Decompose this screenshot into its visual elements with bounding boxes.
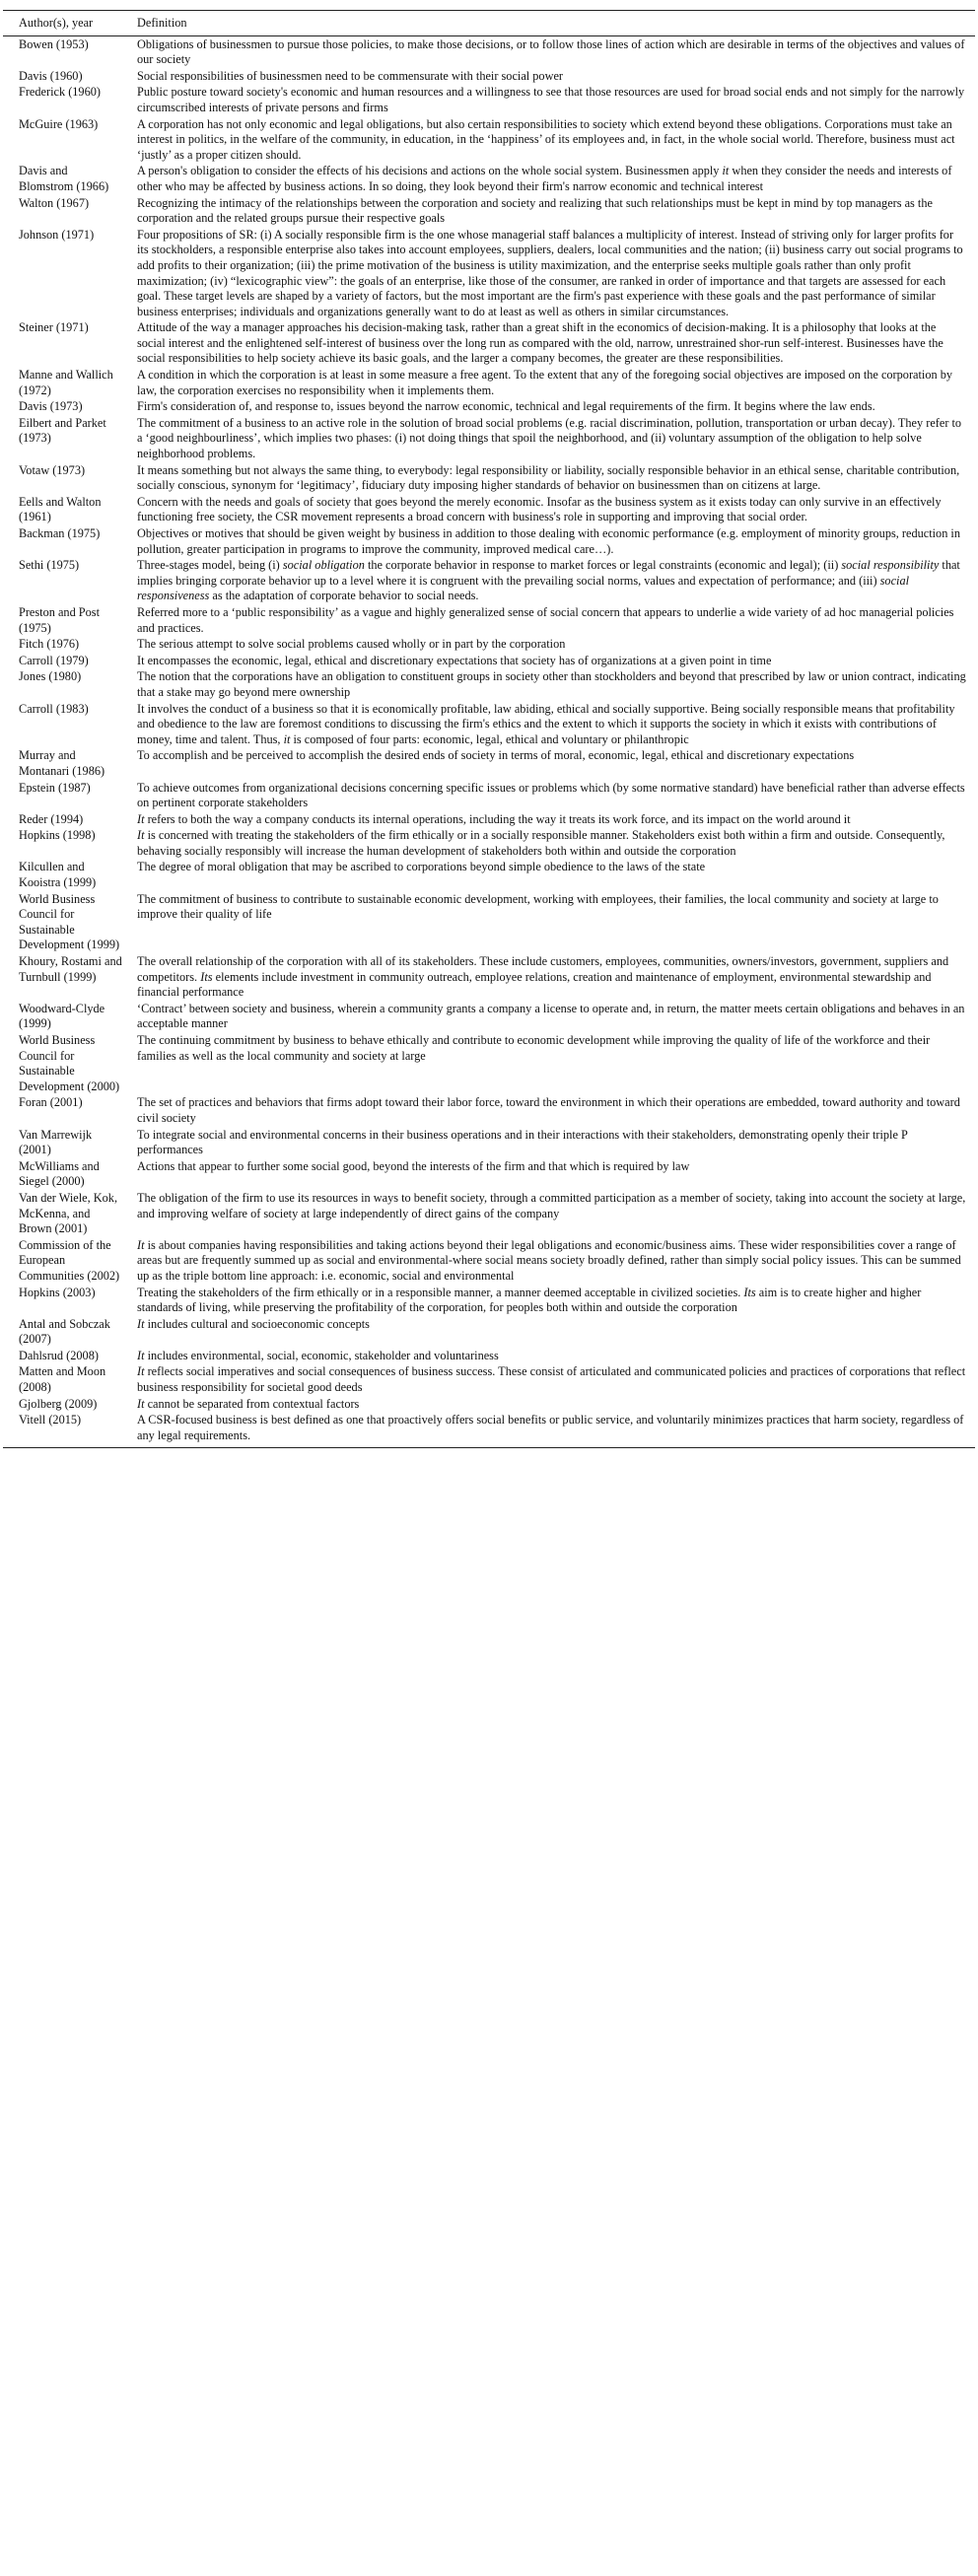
definition-cell: It involves the conduct of a business so that it is economically profitable, law abiding, ethical and socially supportive. Being socially responsible means that profitability and obedience to the law are foremost conditions to discussing the firm's ethics and the extent to which it supports the society in which it exists with contributions of money, time and talent. Thus, it is composed of four parts: economic, legal, ethical and voluntary or philanthropic bbox=[137, 701, 955, 746]
author-cell: World Business Council for Sustainable Development (1999) bbox=[19, 891, 120, 952]
header-row bbox=[3, 11, 975, 36]
table-row bbox=[3, 415, 975, 462]
table-body bbox=[3, 35, 975, 1448]
table-row bbox=[3, 891, 975, 953]
author-cell: Eilbert and Parket (1973) bbox=[19, 415, 106, 446]
definition-cell: The obligation of the firm to use its resources in ways to benefit society, through a committed participation as a member of society, taking into account the society at large, and improving welfare of society at large independently of direct gains of the company bbox=[137, 1190, 966, 1220]
definition-cell: Firm's consideration of, and response to, issues beyond the narrow economic, technical and legal requirements of the firm. It begins where the law ends. bbox=[137, 399, 875, 414]
definition-cell: The continuing commitment by business to behave ethically and contribute to economic development while improving the quality of life of the workforce and their families as well as the local community and society at large bbox=[137, 1033, 931, 1063]
table-row bbox=[3, 1190, 975, 1237]
table-row bbox=[3, 525, 975, 557]
definition-cell: Actions that appear to further some social good, beyond the interests of the firm and that which is required by law bbox=[137, 1158, 690, 1173]
definition-cell: Referred more to a ‘public responsibility’ as a vague and highly generalized sense of social concern that appears to underlie a wide variety of ad hoc managerial policies and practices. bbox=[137, 604, 954, 635]
definition-cell: A person's obligation to consider the effects of his decisions and actions on the whole social system. Businessmen apply it when they consider the needs and interests of other who may be affected by business actions. In so doing, they look beyond their firm's narrow economic and technical interest bbox=[137, 164, 952, 193]
definition-cell: A CSR-focused business is best defined as one that proactively offers social benefits or public service, and voluntarily minimizes practices that harm society, regardless of any legal requirements. bbox=[137, 1413, 964, 1442]
author-cell: Commission of the European Communities (2002) bbox=[19, 1237, 120, 1283]
definition-cell: The notion that the corporations have an obligation to constituent groups in society other than stockholders and beyond that prescribed by law or union contract, indicating that a stake may go beyond mere ownership bbox=[137, 669, 966, 699]
definition-cell: It includes cultural and socioeconomic concepts bbox=[137, 1316, 370, 1331]
author-cell: Dahlsrud (2008) bbox=[19, 1348, 99, 1362]
definition-cell: Four propositions of SR: (i) A socially responsible firm is the one whose managerial staff balances a multiplicity of interest. Instead of striving only for larger profits for its stockholders, a responsible enterprise also takes into account employees, suppliers, dealers, local communities and the nation; (ii) business carry out social programs to add profits to their organization; (iii) the prime motivation of the business is utility maximization, and the enterprise seeks multiple goals rather than only profit maximization; (iv) “lexicographic view”: the goals of an enterprise, like those of the consumer, are ranked in order of importance and that targets are assessed for each goal. These target levels are shaped by a variety of factors, but the most important are the firm's past experience with these goals and the past performance of similar business enterprises; individuals and organizations generally want to do at least as well as others in similar circumstances. bbox=[137, 227, 963, 318]
definition-cell: Objectives or motives that should be given weight by business in addition to those dealing with economic performance (e.g. employment of minority groups, reduction in pollution, greater participation in programs to improve the community, improved medical care…). bbox=[137, 526, 960, 556]
author-cell: Johnson (1971) bbox=[19, 227, 95, 242]
table-row bbox=[3, 116, 975, 164]
author-cell: Backman (1975) bbox=[19, 526, 101, 540]
author-cell: McGuire (1963) bbox=[19, 116, 99, 131]
table-row bbox=[3, 1032, 975, 1094]
table-row bbox=[3, 811, 975, 828]
table-row bbox=[3, 1237, 975, 1285]
author-cell: Foran (2001) bbox=[19, 1095, 83, 1110]
author-cell: Murray and Montanari (1986) bbox=[19, 748, 105, 778]
author-cell: Van Marrewijk (2001) bbox=[19, 1127, 93, 1157]
table-row bbox=[3, 668, 975, 700]
definition-cell: The commitment of business to contribute to sustainable economic development, working with employees, their families, the local community and society at large to improve their quality of life bbox=[137, 891, 939, 922]
author-cell: Sethi (1975) bbox=[19, 558, 80, 573]
definition-cell: To accomplish and be perceived to accomplish the desired ends of society in terms of moral, economic, legal, ethical and discretionary expectations bbox=[137, 748, 855, 763]
author-column-header: Author(s), year bbox=[19, 16, 94, 30]
definition-cell: The overall relationship of the corporation with all of its stakeholders. These include customers, employees, communities, owners/investors, government, suppliers and competitors. Its elements include investment in community outreach, employee relations, creation and maintenance of employment, environmental stewardship and financial performance bbox=[137, 954, 949, 1000]
author-cell: Reder (1994) bbox=[19, 811, 84, 826]
author-cell: Kilcullen and Kooistra (1999) bbox=[19, 860, 97, 890]
table-row bbox=[3, 1285, 975, 1316]
author-cell: Carroll (1983) bbox=[19, 701, 89, 716]
author-cell: Antal and Sobczak (2007) bbox=[19, 1316, 110, 1347]
table-row bbox=[3, 367, 975, 398]
definition-cell: Attitude of the way a manager approaches his decision-making task, rather than a great shift in the economics of decision-making. It is a philosophy that looks at the social interest and the enlightened self-interest of business over the long run as compared with the old, narrow, unrestrained shor-run self-interest. Businesses have the social responsibilities to help society achieve its basic goals, and the larger a company becomes, the greater are these responsibilities. bbox=[137, 320, 943, 366]
definition-cell: It means something but not always the same thing, to everybody: legal responsibility or liability, socially responsible behavior in an ethical sense, charitable contribution, socially conscious, synonym for ‘legitimacy’, fiduciary duty imposing higher standards of behavior on businessmen than on citizens at large. bbox=[137, 462, 960, 493]
definition-cell: Social responsibilities of businessmen need to be commensurate with their social power bbox=[137, 68, 564, 83]
table-header bbox=[3, 11, 975, 36]
author-cell: Woodward-Clyde (1999) bbox=[19, 1001, 105, 1031]
definition-cell: It includes environmental, social, economic, stakeholder and voluntariness bbox=[137, 1348, 499, 1362]
table-row bbox=[3, 827, 975, 859]
table-row bbox=[3, 494, 975, 525]
table-row bbox=[3, 953, 975, 1001]
table-row bbox=[3, 1348, 975, 1364]
table-row bbox=[3, 701, 975, 748]
table-row bbox=[3, 1158, 975, 1190]
definition-cell: To integrate social and environmental concerns in their business operations and in their interactions with their stakeholders, demonstrating openly their triple P performances bbox=[137, 1127, 908, 1157]
table-row bbox=[3, 1396, 975, 1413]
table-row bbox=[3, 1127, 975, 1158]
definition-cell: ‘Contract’ between society and business, wherein a community grants a company a license to operate and, in return, the matter meets certain obligations and behaves in an acceptable manner bbox=[137, 1001, 965, 1031]
definition-cell: It reflects social imperatives and social consequences of business success. These consist of articulated and communicated policies and practices of corporations that reflect business responsibility for societal good deeds bbox=[137, 1364, 966, 1395]
table-row bbox=[3, 557, 975, 604]
author-cell: Walton (1967) bbox=[19, 195, 90, 210]
author-cell: Carroll (1979) bbox=[19, 653, 89, 667]
table-row bbox=[3, 398, 975, 415]
definition-cell: Treating the stakeholders of the firm ethically or in a responsible manner, a manner deemed acceptable in civilized societies. Its aim is to create higher and higher standards of living, while preserving the profitability of the corporation, for peoples both within and outside the corporation bbox=[137, 1285, 922, 1315]
table-row bbox=[3, 68, 975, 85]
table-row bbox=[3, 1316, 975, 1348]
author-cell: Hopkins (2003) bbox=[19, 1285, 96, 1299]
table-row bbox=[3, 163, 975, 194]
author-cell: Fitch (1976) bbox=[19, 637, 80, 652]
author-cell: Khoury, Rostami and Turnbull (1999) bbox=[19, 954, 122, 984]
author-cell: Jones (1980) bbox=[19, 669, 82, 684]
table-row bbox=[3, 84, 975, 115]
author-cell: Bowen (1953) bbox=[19, 36, 89, 51]
definition-cell: The set of practices and behaviors that firms adopt toward their labor force, toward the environment in which their operations are embedded, toward authority and toward civil society bbox=[137, 1095, 960, 1125]
author-cell: Steiner (1971) bbox=[19, 320, 89, 335]
definition-cell: The degree of moral obligation that may be ascribed to corporations beyond simple obedience to the laws of the state bbox=[137, 860, 706, 874]
author-cell: Epstein (1987) bbox=[19, 780, 91, 795]
definition-cell: It is about companies having responsibilities and taking actions beyond their legal obligations and economic/business aims. These wider responsibilities cover a range of areas but are frequently summed up as social and environmental-where social means society broadly defined, rather than simply social policy issues. This can be summed up as the triple bottom line approach: i.e. economic, social and environmental bbox=[137, 1237, 961, 1283]
definition-cell: It cannot be separated from contextual factors bbox=[137, 1396, 360, 1411]
table-row bbox=[3, 636, 975, 653]
definition-cell: It encompasses the economic, legal, ethical and discretionary expectations that society has of organizations at a given point in time bbox=[137, 653, 772, 667]
table-row bbox=[3, 604, 975, 636]
definition-cell: Obligations of businessmen to pursue those policies, to make those decisions, or to follow those lines of action which are desirable in terms of the objectives and values of our society bbox=[137, 36, 965, 67]
author-cell: McWilliams and Siegel (2000) bbox=[19, 1158, 100, 1189]
table-row bbox=[3, 1412, 975, 1448]
table-row bbox=[3, 35, 975, 68]
author-cell: Davis (1960) bbox=[19, 68, 83, 83]
author-cell: Preston and Post (1975) bbox=[19, 604, 100, 635]
definition-column-header: Definition bbox=[137, 16, 187, 30]
definition-cell: The commitment of a business to an active role in the solution of broad social problems (e.g. racial discrimination, pollution, transportation or urban decay). They refer to a ‘good neighbourliness’, which implies two phases: (i) not doing things that spoil the neighborhood, and (ii) voluntary assumption of the obligation to help solve neighborhood problems. bbox=[137, 415, 962, 461]
author-cell: Van der Wiele, Kok, McKenna, and Brown (2001) bbox=[19, 1190, 118, 1236]
definition-cell: Public posture toward society's economic and human resources and a willingness to see that those resources are used for broad social ends and not simply for the narrowly circumscribed interests of private persons and firms bbox=[137, 85, 965, 114]
author-cell: Manne and Wallich (1972) bbox=[19, 368, 113, 397]
definition-cell: It is concerned with treating the stakeholders of the firm ethically or in a socially responsible manner. Stakeholders exist both within a firm and outside. Consequently, behaving socially responsibly will increase the human development of stakeholders both within and outside the corporation bbox=[137, 828, 945, 858]
author-cell: Davis and Blomstrom (1966) bbox=[19, 164, 109, 193]
definition-cell: A corporation has not only economic and legal obligations, but also certain responsibilities to society which extend beyond these obligations. Corporations must take an interest in politics, in the welfare of the community, in education, in the ‘happiness’ of its employees and, in fact, in the whole social world. Therefore, business must act ‘justly’ as a proper citizen should. bbox=[137, 116, 955, 162]
table-row bbox=[3, 859, 975, 890]
author-cell: Vitell (2015) bbox=[19, 1413, 82, 1427]
author-cell: Matten and Moon (2008) bbox=[19, 1364, 106, 1395]
table-row bbox=[3, 1094, 975, 1126]
author-cell: Davis (1973) bbox=[19, 399, 83, 414]
author-cell: World Business Council for Sustainable Development (2000) bbox=[19, 1033, 120, 1093]
definition-cell: Concern with the needs and goals of society that goes beyond the merely economic. Insofar as the business system as it exists today can only survive in an effectively functioning free society, the CSR movement represents a broad concern with business's role in supporting and improving that social order. bbox=[137, 494, 942, 524]
table-row bbox=[3, 227, 975, 320]
definition-cell: To achieve outcomes from organizational decisions concerning specific issues or problems which (by some normative standard) have beneficial rather than adverse effects on pertinent corporate stakeholders bbox=[137, 780, 965, 810]
author-cell: Gjolberg (2009) bbox=[19, 1396, 98, 1411]
table-row bbox=[3, 1363, 975, 1395]
table-row bbox=[3, 319, 975, 367]
csr-definitions-table bbox=[3, 10, 975, 1448]
definition-cell: It refers to both the way a company conducts its internal operations, including the way it treats its work force, and its impact on the world around it bbox=[137, 811, 851, 826]
document-page bbox=[0, 10, 978, 2576]
definition-cell: A condition in which the corporation is at least in some measure a free agent. To the extent that any of the foregoing social objectives are imposed on the corporation by law, the corporation exercises no responsibility when it implements them. bbox=[137, 368, 952, 397]
author-cell: Frederick (1960) bbox=[19, 85, 101, 100]
definition-cell: The serious attempt to solve social problems caused wholly or in part by the corporation bbox=[137, 637, 566, 652]
table-row bbox=[3, 780, 975, 811]
table-row bbox=[3, 747, 975, 779]
table-row bbox=[3, 1001, 975, 1032]
table-row bbox=[3, 195, 975, 227]
table-row bbox=[3, 462, 975, 494]
author-cell: Votaw (1973) bbox=[19, 462, 86, 477]
author-cell: Eells and Walton (1961) bbox=[19, 494, 102, 524]
author-cell: Hopkins (1998) bbox=[19, 828, 96, 843]
definition-cell: Recognizing the intimacy of the relationships between the corporation and society and realizing that such relationships must be kept in mind by top managers as the corporation and the related groups pursue their respective goals bbox=[137, 195, 933, 226]
table-row bbox=[3, 653, 975, 669]
definition-cell: Three-stages model, being (i) social obligation the corporate behavior in response to market forces or legal constraints (economic and legal); (ii) social responsibility that implies bringing corporate behavior up to a level where it is congruent with the prevailing social norms, values and expectation of performance; and (iii) social responsiveness as the adaptation of corporate behavior to social needs. bbox=[137, 558, 960, 603]
